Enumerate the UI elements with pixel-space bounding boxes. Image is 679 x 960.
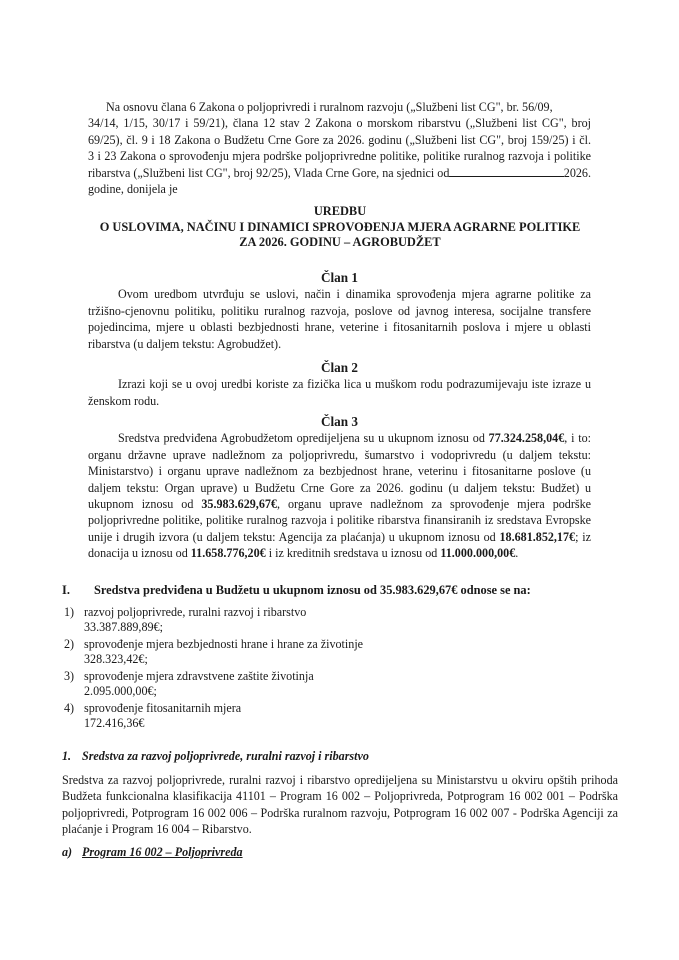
article-3 [88, 414, 591, 562]
article-1-text: Ovom uredbom utvrđuju se uslovi, način i dinamika sprovođenja mjera agrarne politike za tržišno-cjenovnu politiku, politiku ruralnog razvoja, poslove od javnog interesa, socijalne transfere pojedincima, mjere u oblasti bezbjednosti hrane, veterine i fitosanitarnih poslova i mjere u oblasti ribarstva (u daljem tekstu: Agrobudžet). [88, 287, 591, 351]
program-a-letter: a) [62, 845, 73, 859]
preamble-line-5 [88, 165, 591, 181]
article-3-heading: Član 3 [320, 414, 358, 429]
title-line-1: UREDBU [313, 204, 367, 218]
preamble-line-4: 3 i 23 Zakona o sprovođenju mjera podrške poljoprivredne politike, politike ruralnog razvoja i politike [88, 149, 591, 164]
list-item-amount: 2.095.000,00€; [84, 684, 157, 698]
list-item-amount: 172.416,36€ [84, 716, 145, 730]
credit-amount: 11.000.000,00€ [440, 546, 516, 561]
preamble-line-2: 34/14, 1/15, 30/17 i 59/21), člana 12 stav 2 Zakona o morskom ribarstvu („Službeni list CG", broj [88, 116, 591, 131]
article-1-heading: Član 1 [320, 270, 358, 285]
subsection-1-heading [62, 748, 622, 764]
title-line-3: ZA 2026. GODINU – AGROBUDŽET [239, 235, 441, 249]
preamble [88, 99, 591, 197]
program-a-title: Program 16 002 – Poljoprivreda [82, 845, 243, 859]
subsection-1-text: Sredstva za razvoj poljoprivrede, ruralni razvoj i ribarstvo opredijeljena su Ministarstvu u okviru opštih prihoda Budžeta funkcionalna klasifikacija 41101 – Program 16 002 – Poljoprivreda, Potprogram 16 002 001 – Podrška poljoprivredi, Potprogram 16 002 006 – Podrška ruralnom razvoju, Potprogram 16 002 007 - Podrška Agenciji za plaćanje i Program 16 004 – Ribarstvo. [62, 773, 618, 837]
program-a-heading [62, 844, 462, 860]
list-item-label: razvoj poljoprivrede, ruralni razvoj i ribarstvo [84, 605, 307, 619]
article-3-text [88, 430, 591, 561]
list-item-number: 3) [64, 669, 75, 683]
budget-amount: 35.983.629,67€ [201, 497, 277, 512]
session-date-blank [449, 165, 563, 177]
donations-amount: 11.658.776,20€ [190, 546, 266, 561]
decree-title [60, 204, 620, 251]
list-item-label: sprovođenje mjera zdravstvene zaštite životinja [84, 669, 314, 683]
article-3-t2: , i to: organu državne uprave nadležnom za poljoprivredu, šumarstvo i vodoprivredu (u daljem tekstu: Ministarstvo) i organu uprave nadležnom za bezbjednost hrane, veterinu i fitosanitarne poslove (u daljem tekstu: Organ uprave) u Budžetu Crne Gore za 2026. godinu (u daljem tekstu: Budžet) u ukupnom iznosu od [88, 431, 591, 512]
article-3-t5: i iz kreditnih sredstava u iznosu od [265, 546, 441, 561]
article-1 [88, 270, 591, 352]
list-item-number: 1) [64, 605, 75, 619]
list-item-label: sprovođenje mjera bezbjednosti hrane i hrane za životinje [84, 637, 364, 651]
list-item-label: sprovođenje fitosanitarnih mjera [84, 701, 242, 715]
list-item-number: 4) [64, 701, 75, 715]
preamble-line-5b: 2026. [563, 165, 591, 180]
preamble-line-3: 69/25), čl. 9 i 18 Zakona o Budžetu Crne Gore za 2026. godinu („Službeni list CG", broj 159/25) i čl. [88, 132, 591, 147]
section-1-title: Sredstva predviđena u Budžetu u ukupnom iznosu od 35.983.629,67€ odnose se na: [94, 583, 531, 597]
preamble-line-6: godine, donijela je [88, 182, 178, 197]
article-2-heading: Član 2 [320, 360, 358, 375]
article-2 [88, 360, 591, 409]
subsection-1-numeral: 1. [62, 749, 72, 763]
article-3-t3: , organu uprave nadležnom za sprovođenje mjera podrške poljoprivredne politike, politike ruralnog razvoja i politike ribarstva finansiranih iz sredstava Evropske unije i drugih izvora (u daljem tekstu: Agencija za plaćanja) u ukupnom iznosu od [88, 497, 591, 544]
preamble-line-5a: ribarstva („Službeni list CG", broj 92/25), Vlada Crne Gore, na sjednici od [88, 165, 450, 180]
preamble-line-1: Na osnovu člana 6 Zakona o poljoprivredi i ruralnom razvoju („Službeni list CG", br. 56/09, [106, 100, 553, 114]
list-item-amount: 328.323,42€; [84, 652, 148, 666]
agency-amount: 18.681.852,17€ [499, 529, 576, 544]
section-1-numeral: I. [62, 583, 70, 597]
total-amount: 77.324.258,04€ [488, 431, 565, 446]
title-line-2: O USLOVIMA, NAČINU I DINAMICI SPROVOĐENJA MJERA AGRARNE POLITIKE [99, 219, 581, 234]
article-3-t6: . [515, 546, 519, 561]
list-item-amount: 33.387.889,89€; [84, 620, 163, 634]
list-item-number: 2) [64, 637, 75, 651]
article-3-t4: ; iz donacija u iznosu od [88, 529, 591, 561]
article-2-text: Izrazi koji se u ovoj uredbi koriste za fizička lica u muškom rodu podrazumijevaju iste izraze u ženskom rodu. [88, 377, 591, 408]
section-1-heading [62, 582, 622, 598]
article-3-t1: Sredstva predviđena Agrobudžetom opredijeljena su u ukupnom iznosu od [118, 431, 489, 446]
subsection-1-title: Sredstva za razvoj poljoprivrede, ruralni razvoj i ribarstvo [82, 749, 369, 763]
